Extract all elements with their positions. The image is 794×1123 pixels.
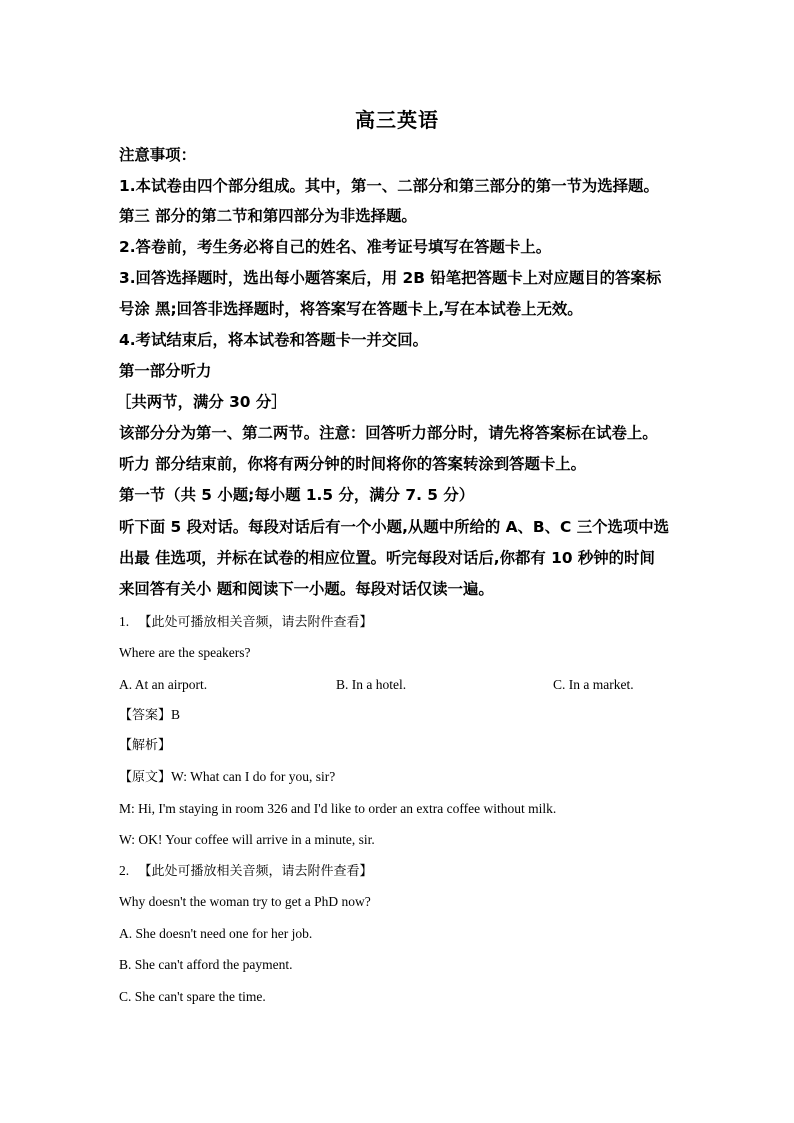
- question-2-option-c: C. She can't spare the time.: [119, 989, 266, 1004]
- question-number: 1.: [119, 614, 130, 629]
- audio-note: 【此处可播放相关音频，请去附件查看】: [138, 615, 373, 630]
- notice-item-1-line-1: 1.本试卷由四个部分组成。其中，第一、二部分和第三部分的第一节为选择题。: [119, 177, 659, 195]
- audio-note: 【此处可播放相关音频，请去附件查看】: [138, 864, 373, 879]
- question-1-transcript-line-3: W: OK! Your coffee will arrive in a minute, sir.: [119, 832, 375, 847]
- question-2-option-a: A. She doesn't need one for her job.: [119, 926, 313, 941]
- part-1-heading: 第一部分听力: [119, 362, 212, 380]
- notice-item-3-line-1: 3.回答选择题时，选出每小题答案后，用 2B 铅笔把答题卡上对应题目的答案标: [119, 269, 662, 287]
- question-1-option-c: C. In a market.: [553, 677, 634, 692]
- notice-heading: 注意事项：: [119, 146, 196, 164]
- page-title: 高三英语: [355, 108, 439, 132]
- notice-item-1-line-2: 第三 部分的第二节和第四部分为非选择题。: [119, 207, 417, 225]
- question-1-transcript-line-2: M: Hi, I'm staying in room 326 and I'd like to order an extra coffee without milk.: [119, 801, 557, 816]
- transcript-text: W: What can I do for you, sir?: [171, 769, 336, 784]
- question-1-text: Where are the speakers?: [119, 645, 251, 660]
- answer-value: B: [171, 707, 181, 722]
- transcript-label: 【原文】: [119, 770, 172, 785]
- notice-item-2: 2.答卷前，考生务必将自己的姓名、准考证号填写在答题卡上。: [119, 238, 552, 256]
- section-1-intro-line-2: 出最 佳选项，并标在试卷的相应位置。听完每段对话后,你都有 10 秒钟的时间: [119, 549, 655, 567]
- question-1-transcript-line-1: [119, 766, 335, 789]
- section-1-intro-line-3: 来回答有关小 题和阅读下一小题。每段对话仅读一遍。: [119, 580, 494, 598]
- question-number: 2.: [119, 863, 130, 878]
- question-1-header: [119, 611, 373, 634]
- question-2-option-b: B. She can't afford the payment.: [119, 957, 293, 972]
- part-1-intro-line-1: 该部分分为第一、第二两节。注意：回答听力部分时，请先将答案标在试卷上。: [119, 424, 658, 442]
- section-1-intro-line-1: 听下面 5 段对话。每段对话后有一个小题,从题中所给的 A、B、C 三个选项中选: [119, 518, 670, 536]
- part-1-subheading: ［共两节，满分 30 分］: [116, 393, 287, 411]
- question-1-analysis-label: 【解析】: [119, 738, 172, 753]
- answer-label: 【答案】: [119, 708, 172, 723]
- notice-item-3-line-2: 号涂 黑;回答非选择题时，将答案写在答题卡上,写在本试卷上无效。: [119, 300, 583, 318]
- notice-item-4: 4.考试结束后，将本试卷和答题卡一并交回。: [119, 331, 428, 349]
- question-2-header: [119, 860, 373, 883]
- question-1-answer: [119, 704, 180, 727]
- question-2-text: Why doesn't the woman try to get a PhD now?: [119, 894, 371, 909]
- section-1-heading: 第一节（共 5 小题;每小题 1.5 分，满分 7. 5 分）: [119, 486, 475, 504]
- question-1-option-a: A. At an airport.: [119, 677, 208, 692]
- part-1-intro-line-2: 听力 部分结束前，你将有两分钟的时间将你的答案转涂到答题卡上。: [119, 455, 587, 473]
- question-1-option-b: B. In a hotel.: [336, 677, 407, 692]
